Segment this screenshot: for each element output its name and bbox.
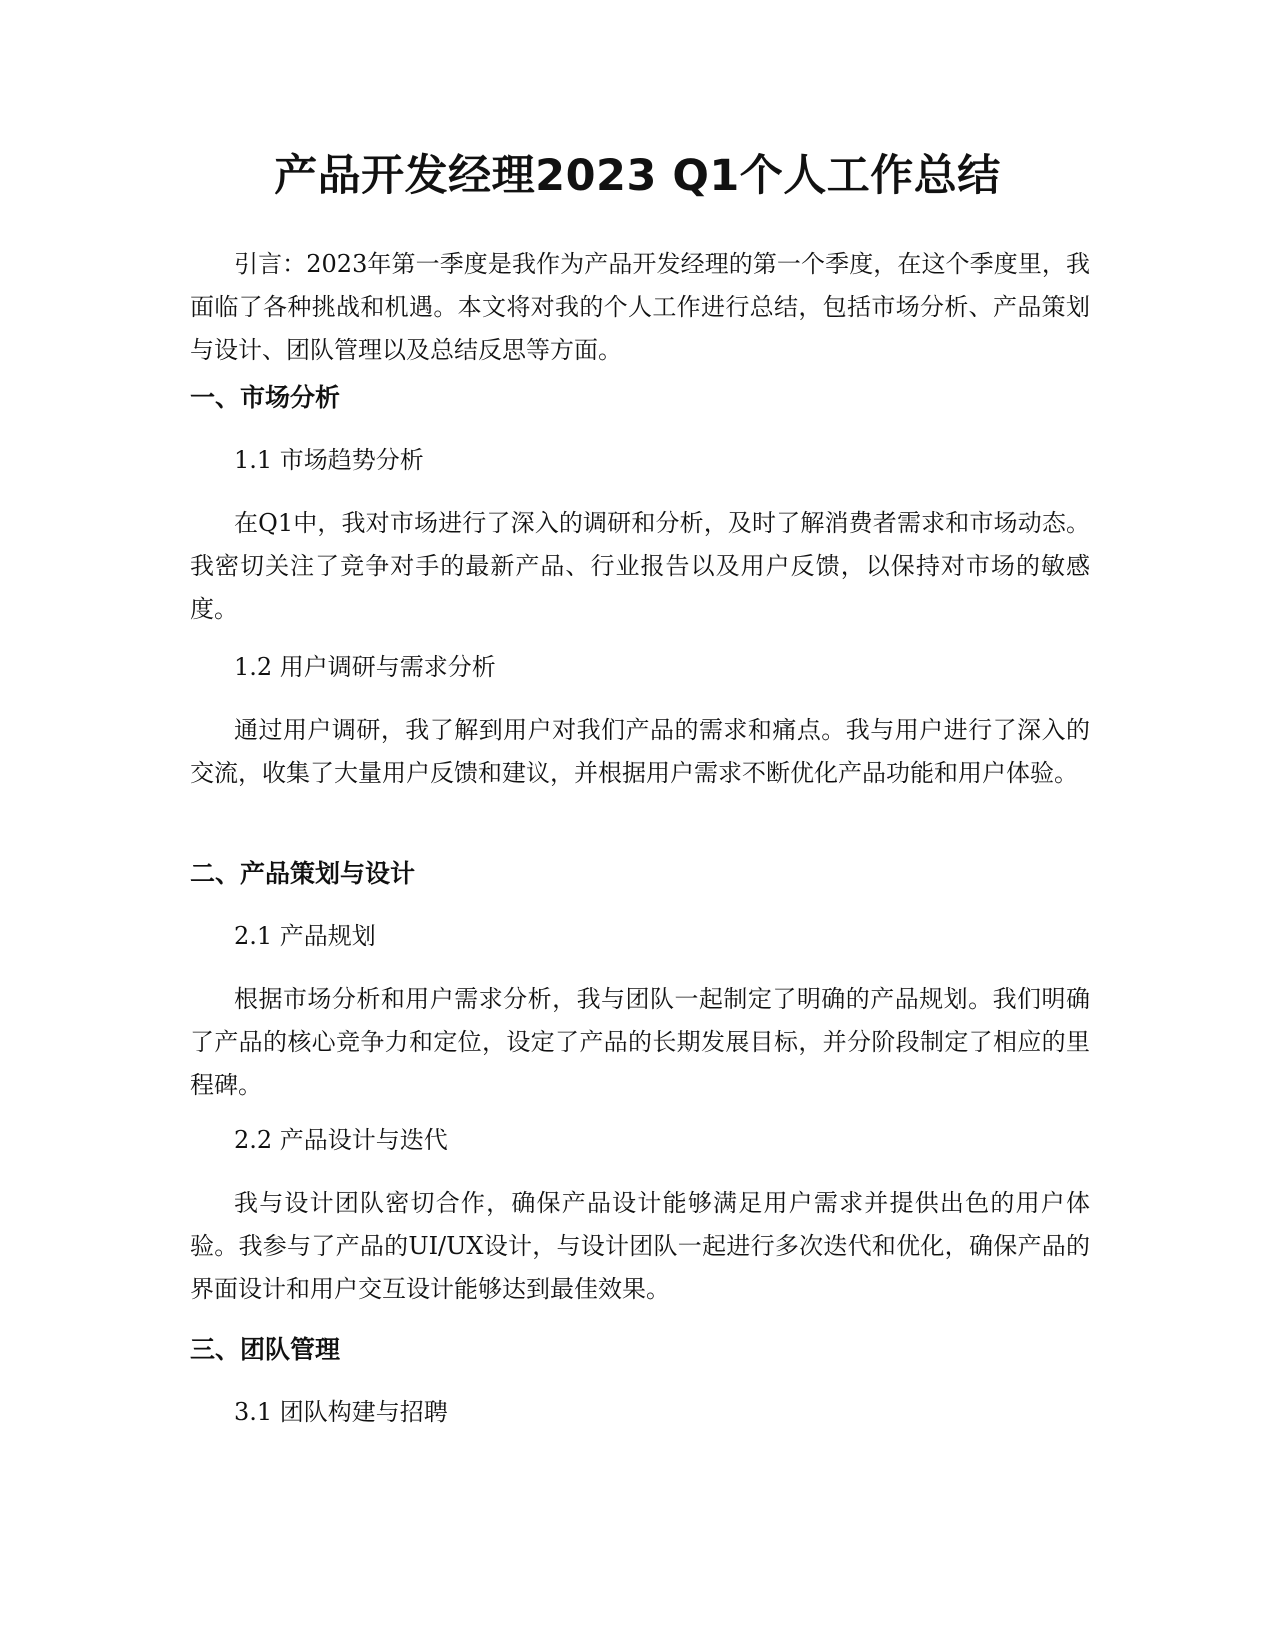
document-title: 产品开发经理2023 Q1个人工作总结 (274, 151, 1001, 201)
paragraph-user-research: 通过用户调研，我了解到用户对我们产品的需求和痛点。我与用户进行了深入的交流，收集了大量用户反馈和建议，并根据用户需求不断优化产品功能和用户体验。 (190, 716, 1090, 787)
section-heading-team-management: 三、团队管理 (190, 1335, 341, 1364)
paragraph-market-trend: 在Q1中，我对市场进行了深入的调研和分析，及时了解消费者需求和市场动态。我密切关注了竞争对手的最新产品、行业报告以及用户反馈，以保持对市场的敏感度。 (190, 509, 1090, 623)
paragraph-product-planning: 根据市场分析和用户需求分析，我与团队一起制定了明确的产品规划。我们明确了产品的核心竞争力和定位，设定了产品的长期发展目标，并分阶段制定了相应的里程碑。 (190, 985, 1090, 1099)
subsection-title-user-research: 1.2 用户调研与需求分析 (234, 653, 496, 681)
paragraph-product-design-iteration: 我与设计团队密切合作，确保产品设计能够满足用户需求并提供出色的用户体验。我参与了产品的UI/UX设计，与设计团队一起进行多次迭代和优化，确保产品的界面设计和用户交互设计能够达到最佳效果。 (190, 1189, 1090, 1303)
subsection-title-product-design-iteration: 2.2 产品设计与迭代 (234, 1126, 448, 1154)
subsection-title-team-building: 3.1 团队构建与招聘 (234, 1398, 448, 1426)
subsection-title-market-trend: 1.1 市场趋势分析 (234, 446, 424, 474)
subsection-title-product-planning: 2.1 产品规划 (234, 922, 376, 950)
section-heading-product-planning-design: 二、产品策划与设计 (190, 859, 416, 888)
intro-paragraph: 引言：2023年第一季度是我作为产品开发经理的第一个季度，在这个季度里，我面临了各种挑战和机遇。本文将对我的个人工作进行总结，包括市场分析、产品策划与设计、团队管理以及总结反思等方面。 (190, 250, 1090, 364)
section-heading-market-analysis: 一、市场分析 (190, 383, 341, 412)
